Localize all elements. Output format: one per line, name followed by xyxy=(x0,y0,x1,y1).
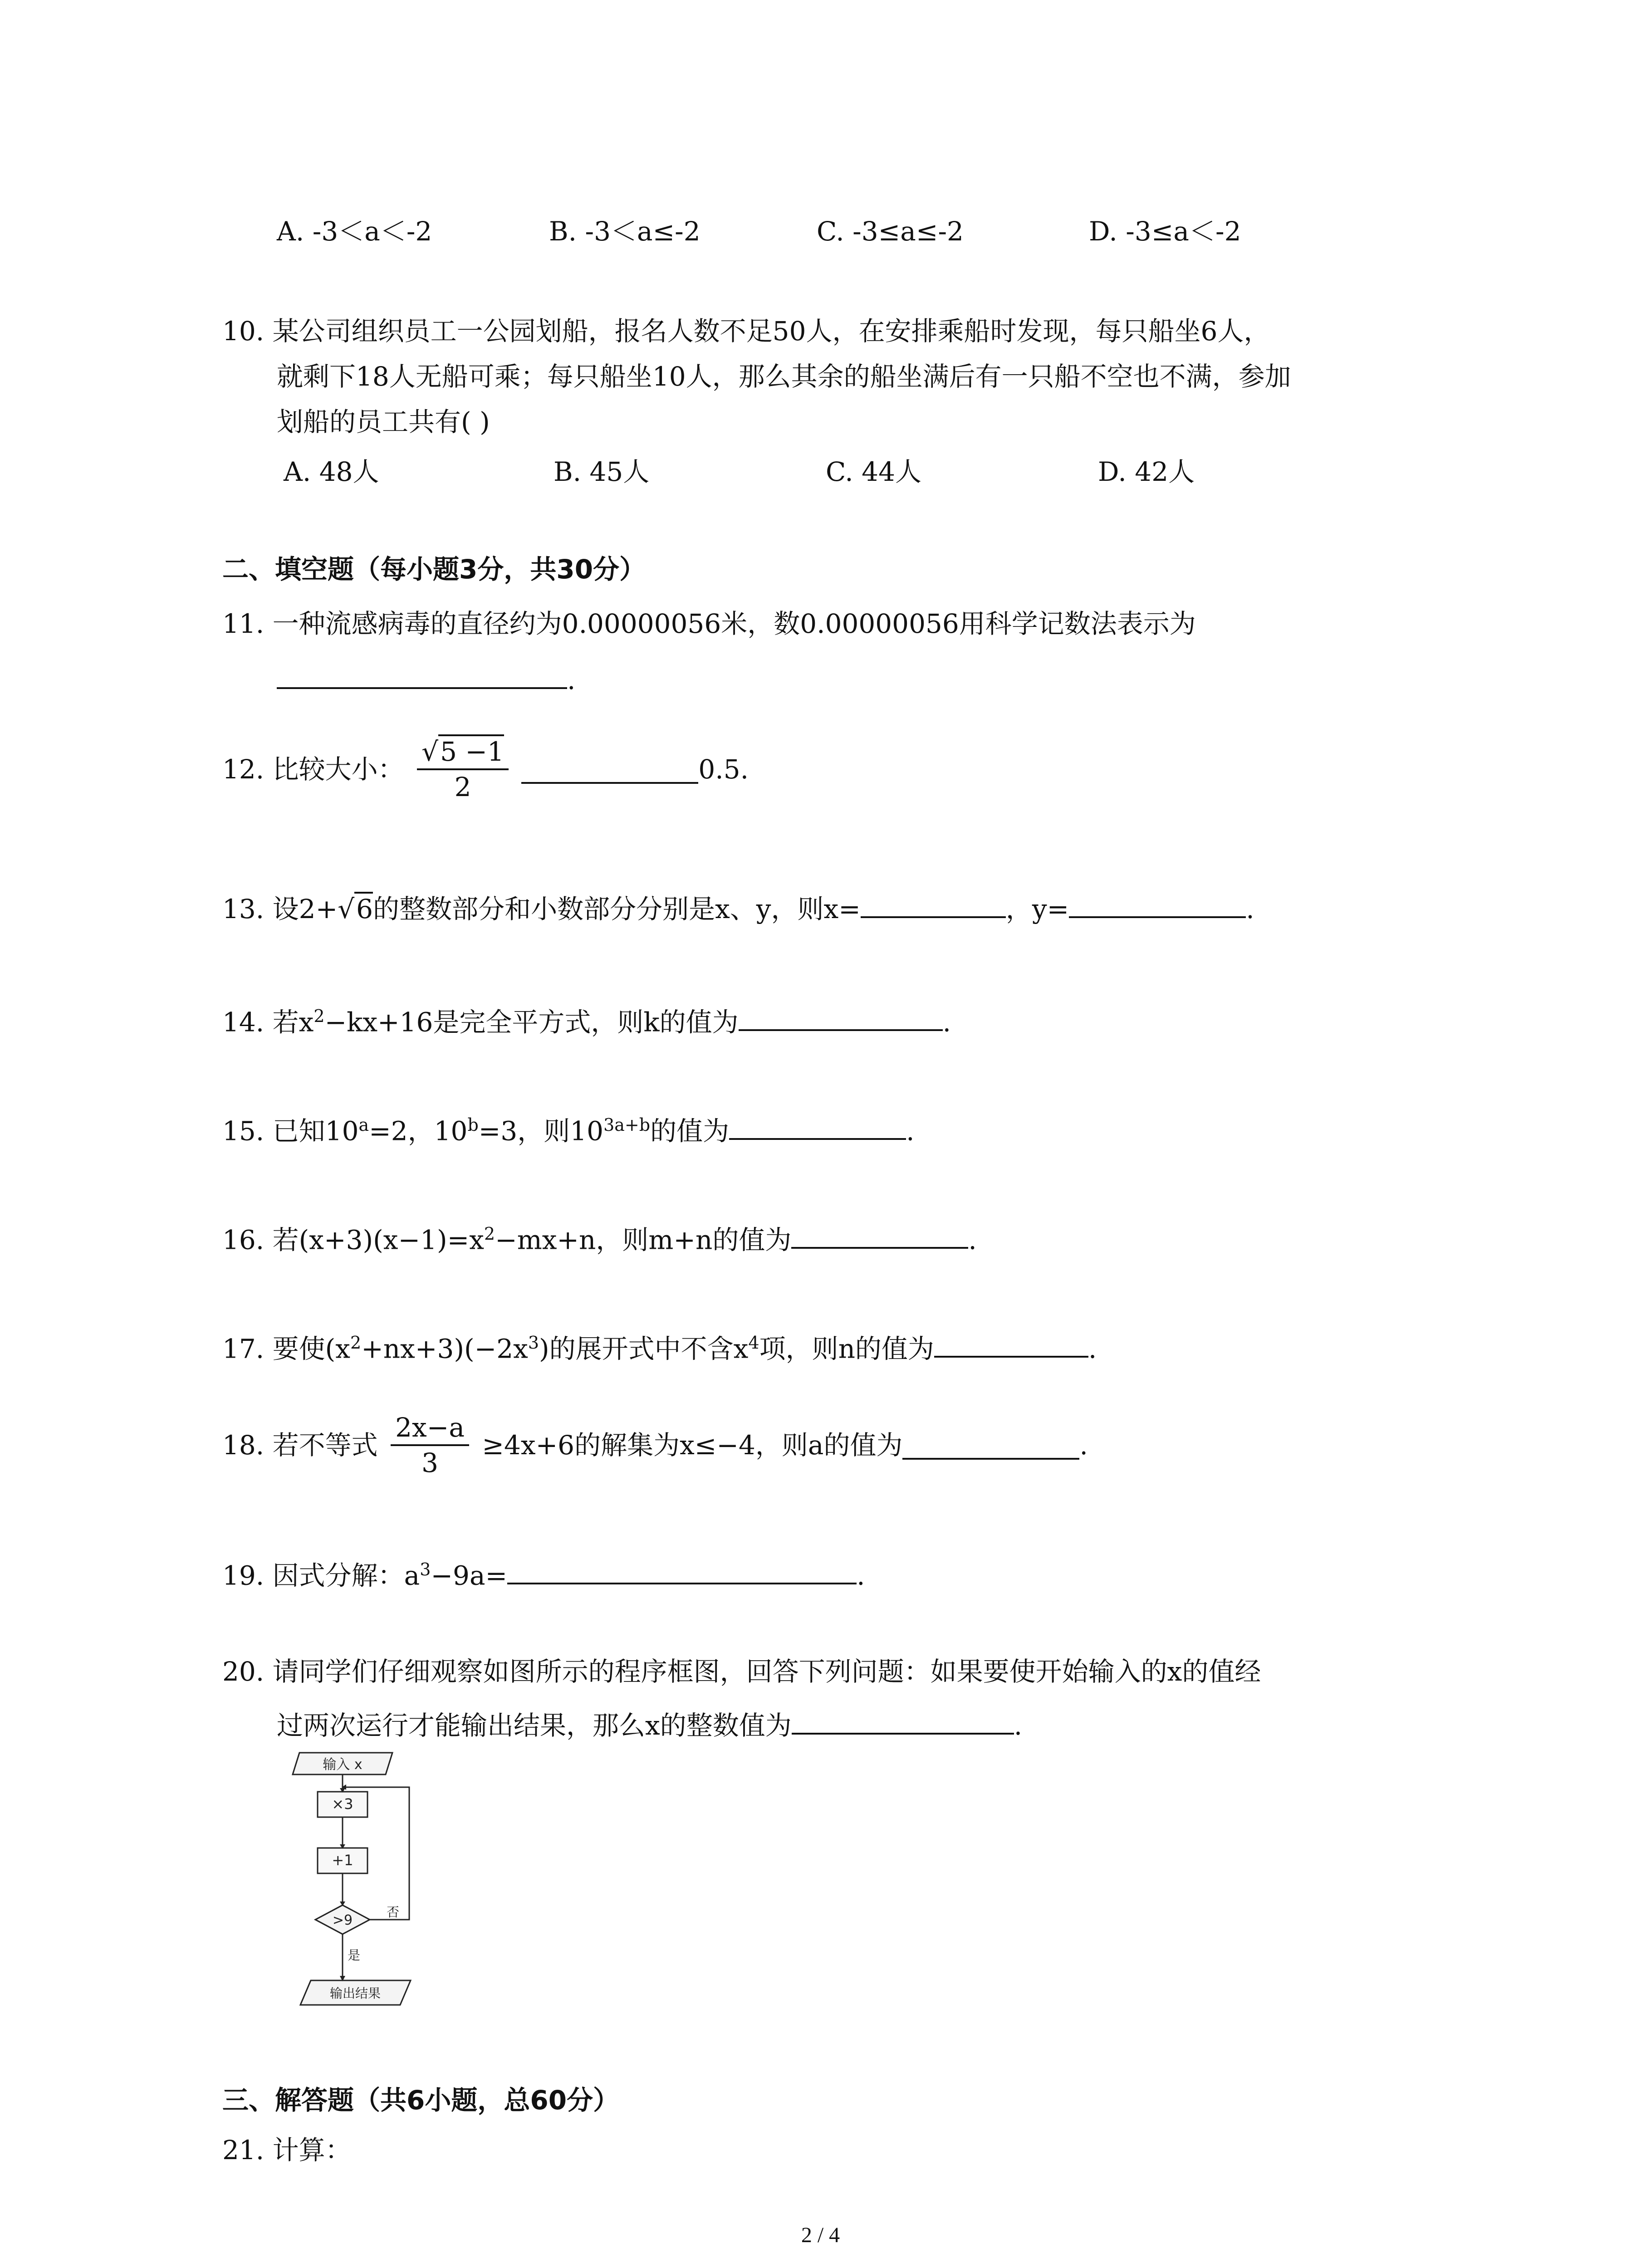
q11-line-1: 11. 一种流感病毒的直径约为0.00000056米，数0.00000056用科学记数法表示为 xyxy=(222,608,1196,639)
q18-fraction: $\frac{2x-a}{3}$ xyxy=(391,1411,469,1480)
q16-line: 16. 若$(x+3)(x-1)=x^2-mx+n$，则m+n的值为 . xyxy=(222,1216,977,1258)
flowchart-yes-label: 是 xyxy=(348,1948,361,1963)
sqrt-sign: √ xyxy=(421,736,439,767)
q15-answer-blank[interactable] xyxy=(729,1111,906,1140)
q10-option-d: D. 42人 xyxy=(1098,456,1195,487)
q21-line: 21. 计算： xyxy=(222,2135,352,2165)
q9-option-b: B. -3＜a≤-2 xyxy=(549,216,700,247)
q10-option-a: A. 48人 xyxy=(284,456,379,487)
q10-line-3: 划船的员工共有( ) xyxy=(277,406,490,437)
flowchart-times3-label: ×3 xyxy=(332,1795,353,1813)
flowchart-plus1-label: +1 xyxy=(332,1852,353,1869)
q12-answer-blank[interactable] xyxy=(521,755,698,784)
q10-line-2: 就剩下18人无船可乘；每只船坐10人，那么其余的船坐满后有一只船不空也不满，参加 xyxy=(277,361,1291,392)
q13-x-blank[interactable] xyxy=(861,889,1006,918)
q20-line-1: 20. 请同学们仔细观察如图所示的程序框图，回答下列问题：如果要使开始输入的x的值经 xyxy=(222,1656,1261,1687)
q9-option-c: C. -3≤a≤-2 xyxy=(817,216,964,247)
q13-line: 13. 设2+√6的整数部分和小数部分分别是x、y，则x= ，y= . xyxy=(222,889,1254,927)
q9-option-d: D. -3≤a＜-2 xyxy=(1089,216,1241,247)
q20-line-2: 过两次运行才能输出结果，那么x的整数值为 . xyxy=(277,1706,1022,1744)
q19-answer-blank[interactable] xyxy=(507,1555,857,1584)
flowchart-condition-label: >9 xyxy=(332,1912,353,1928)
q17-line: 17. 要使$(x^2+nx+3)(-2x^3)$的展开式中不含$x^4$项，则n的值为 . xyxy=(222,1325,1097,1367)
q18-answer-blank[interactable] xyxy=(902,1431,1079,1460)
q12-line: 12. 比较大小： $\frac{√5 -1}{2}$ 0.5. xyxy=(222,735,749,804)
section-2-heading: 二、填空题（每小题3分，共30分） xyxy=(222,554,646,585)
sqrt-sign: √ xyxy=(338,894,355,924)
flowchart-diagram xyxy=(281,1751,426,2032)
q11-line-2: . xyxy=(277,660,575,698)
flowchart-input-label: 输入 x xyxy=(323,1757,362,1773)
q9-option-a: A. -3＜a＜-2 xyxy=(277,216,432,247)
q15-line: 15. 已知$10^a=2$，$10^b=3$，则$10^{3a+b}$的值为 . xyxy=(222,1107,915,1149)
q18-line: 18. 若不等式 $\frac{2x-a}{3}$ ≥4x+6的解集为x≤−4，则a的值为 . xyxy=(222,1411,1088,1480)
flowchart-output-label: 输出结果 xyxy=(329,1986,381,2001)
q12-fraction: $\frac{√5 -1}{2}$ xyxy=(417,735,509,804)
q10-line-1: 10. 某公司组织员工一公园划船，报名人数不足50人，在安排乘船时发现，每只船坐6人， xyxy=(222,316,1270,347)
q20-answer-blank[interactable] xyxy=(792,1706,1014,1735)
q11-answer-blank[interactable] xyxy=(277,660,567,689)
q10-option-b: B. 45人 xyxy=(554,456,650,487)
q16-answer-blank[interactable] xyxy=(791,1220,968,1249)
q10-option-c: C. 44人 xyxy=(826,456,921,487)
q19-line: 19. 因式分解：$a^3-9a=$ . xyxy=(222,1551,865,1593)
q13-y-blank[interactable] xyxy=(1069,889,1246,918)
q14-line: 14. 若$x^2-kx+16$是完全平方式，则k的值为 . xyxy=(222,998,951,1040)
q14-answer-blank[interactable] xyxy=(739,1002,943,1031)
page-number: 2 / 4 xyxy=(801,2223,840,2247)
q17-answer-blank[interactable] xyxy=(934,1329,1088,1358)
flowchart-no-label: 否 xyxy=(387,1905,400,1920)
section-3-heading: 三、解答题（共6小题，总60分） xyxy=(222,2085,620,2116)
